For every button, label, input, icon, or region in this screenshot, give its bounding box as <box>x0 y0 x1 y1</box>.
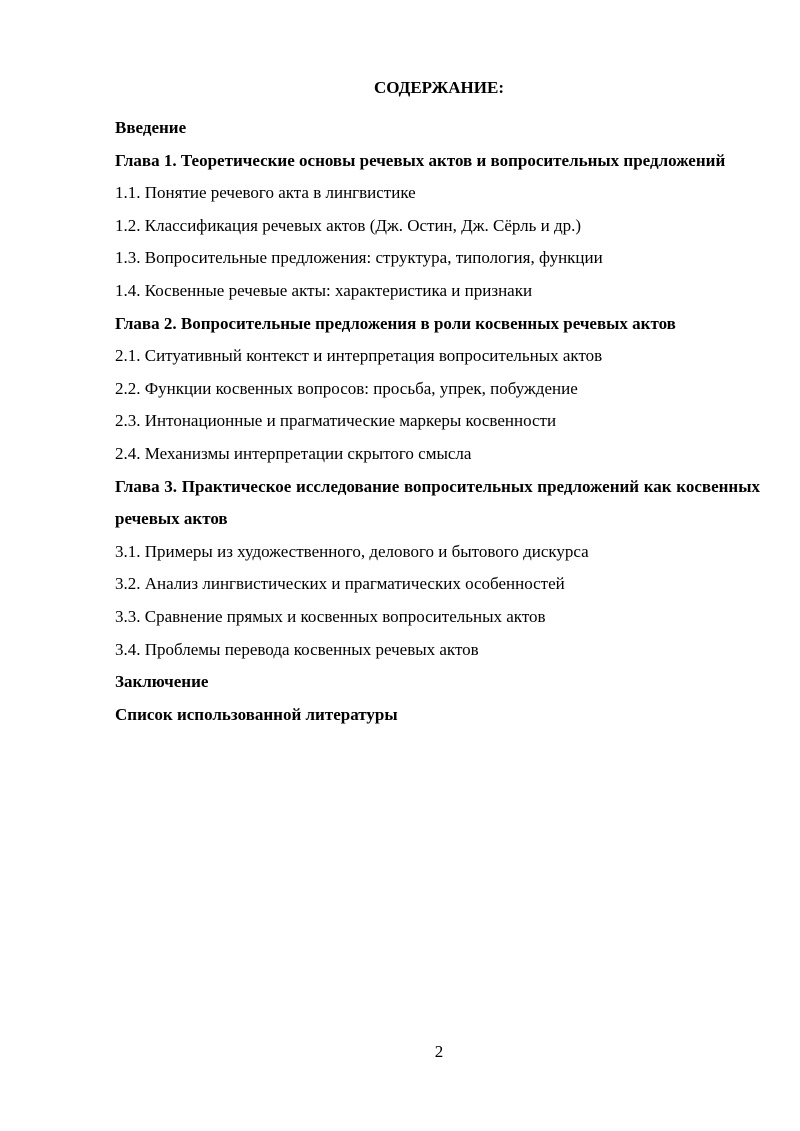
toc-entry-section-1-2: 1.2. Классификация речевых актов (Дж. Остин, Дж. Сёрль и др.) <box>115 215 582 235</box>
toc-entry-introduction: Введение <box>115 118 187 137</box>
table-of-contents <box>115 112 760 731</box>
toc-title-container <box>0 77 800 99</box>
toc-entry-section-3-4: 3.4. Проблемы перевода косвенных речевых актов <box>115 639 479 659</box>
toc-entry-section-2-3: 2.3. Интонационные и прагматические маркеры косвенности <box>115 411 557 431</box>
toc-entry-section-1-4: 1.4. Косвенные речевые акты: характеристика и признаки <box>115 280 533 300</box>
toc-entry-section-2-2: 2.2. Функции косвенных вопросов: просьба, упрек, побуждение <box>115 378 578 398</box>
page-number: 2 <box>434 1042 444 1061</box>
toc-entry-conclusion: Заключение <box>115 672 209 692</box>
toc-entry-section-2-4: 2.4. Механизмы интерпретации скрытого смысла <box>115 443 472 463</box>
toc-entry-section-3-3: 3.3. Сравнение прямых и косвенных вопросительных актов <box>115 606 546 626</box>
toc-title: СОДЕРЖАНИЕ: <box>373 78 504 97</box>
toc-entry-chapter-2: Глава 2. Вопросительные предложения в роли косвенных речевых актов <box>115 313 676 333</box>
toc-entry-chapter-3: Глава 3. Практическое исследование вопросительных предложений как косвенных речевых актов <box>115 476 760 529</box>
toc-entry-section-1-1: 1.1. Понятие речевого акта в лингвистике <box>115 183 416 203</box>
toc-entry-section-1-3: 1.3. Вопросительные предложения: структура, типология, функции <box>115 248 603 268</box>
toc-entry-section-3-1: 3.1. Примеры из художественного, делового и бытового дискурса <box>115 541 589 561</box>
toc-entry-section-3-2: 3.2. Анализ лингвистических и прагматических особенностей <box>115 574 565 594</box>
toc-entry-section-2-1: 2.1. Ситуативный контекст и интерпретация вопросительных актов <box>115 346 603 366</box>
toc-entry-chapter-1: Глава 1. Теоретические основы речевых актов и вопросительных предложений <box>115 150 726 170</box>
toc-entry-bibliography: Список использованной литературы <box>115 704 398 724</box>
